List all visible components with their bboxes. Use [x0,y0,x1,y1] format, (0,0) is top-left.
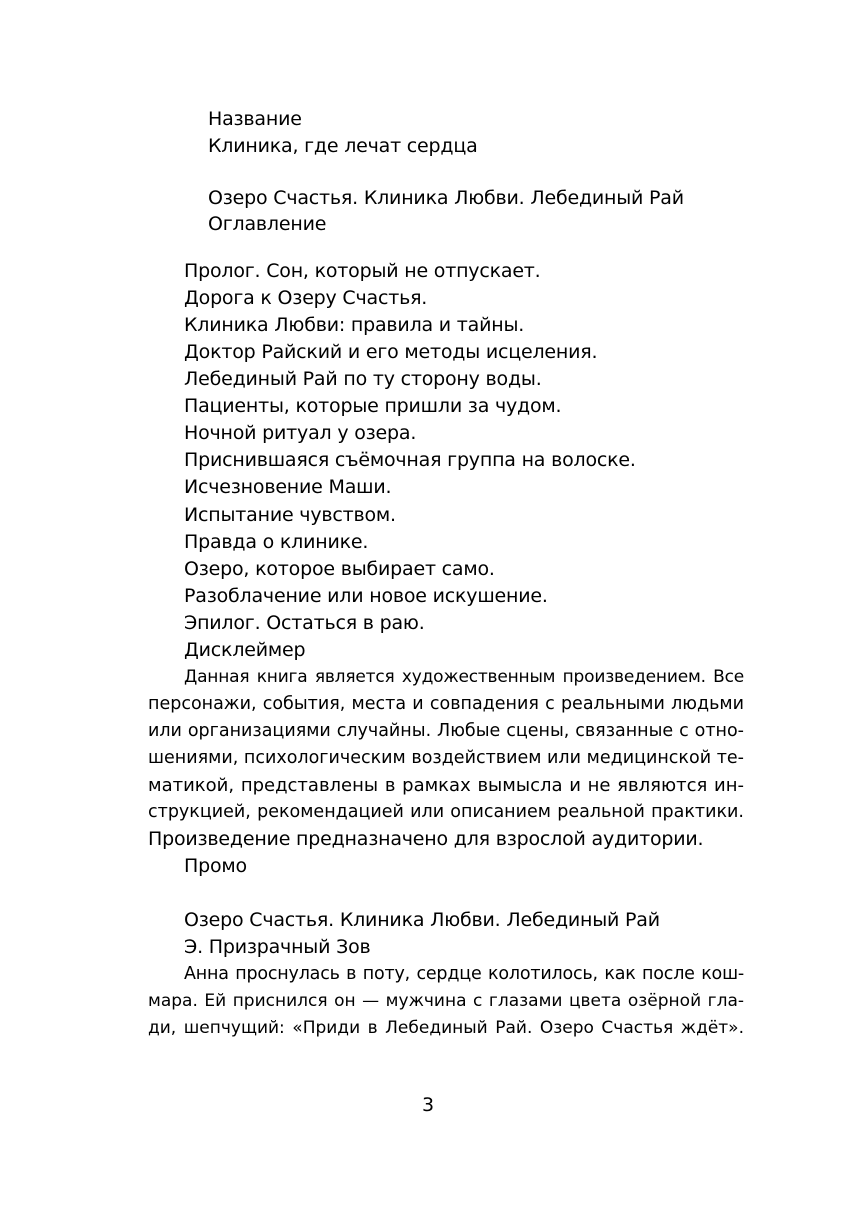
paragraph-line [148,745,744,772]
paragraph-line [148,988,744,1015]
book-title: Клиника, где лечат сердца [208,135,478,157]
toc-heading: Оглавление [208,213,327,235]
paragraph-last-line: Произведение предназначено для взрослой аудитории. [148,828,704,850]
toc-item: Испытание чувством. [184,504,396,526]
paragraph-text: Данная книга является художественным произведением. Все [184,667,744,687]
paragraph-line [148,799,744,826]
promo-heading: Промо [184,855,247,877]
toc-item: Озеро, которое выбирает само. [184,558,495,580]
paragraph-text: ди, шепчущий: «Приди в Лебединый Рай. Озеро Счастья ждёт». [148,1018,744,1038]
series-title: Озеро Счастья. Клиника Любви. Лебединый Рай [208,187,684,209]
toc-item: Ночной ритуал у озера. [184,422,417,444]
paragraph-text: шениями, психологическим воздействием или медицинской те- [148,748,744,768]
toc-item: Доктор Райский и его методы исцеления. [184,341,598,363]
toc-item: Приснившаяся съёмочная группа на волоске. [184,449,636,471]
toc-item: Разоблачение или новое искушение. [184,585,548,607]
toc-item: Пролог. Сон, который не отпускает. [184,260,541,282]
paragraph-line [184,961,744,988]
promo-title: Озеро Счастья. Клиника Любви. Лебединый Рай [184,909,660,931]
toc-item: Пациенты, которые пришли за чудом. [184,395,562,417]
page-number: 3 [421,1094,435,1116]
paragraph-text: мара. Ей приснился он — мужчина с глазами цвета озёрной гла- [148,991,744,1011]
toc-item: Исчезновение Маши. [184,476,392,498]
paragraph-line [148,691,744,718]
paragraph-line [148,772,744,799]
paragraph-text: персонажи, события, места и совпадения с реальными людьми [148,694,744,714]
paragraph-line [184,664,744,691]
paragraph-text: или организациями случайны. Любые сцены, связанные с отно- [148,721,744,741]
toc-item: Эпилог. Остаться в раю. [184,612,425,634]
label-title: Название [208,108,302,130]
paragraph-line [148,1015,744,1042]
toc-item: Клиника Любви: правила и тайны. [184,314,525,336]
paragraph-text: матикой, представлены в рамках вымысла и не являются ин- [148,775,744,796]
disclaimer-heading: Дисклеймер [184,639,306,661]
paragraph-line [148,718,744,745]
promo-author: Э. Призрачный Зов [184,936,371,958]
toc-item: Правда о клинике. [184,531,369,553]
toc-item: Лебединый Рай по ту сторону воды. [184,368,542,390]
paragraph-text: струкцией, рекомендацией или описанием реальной практики. [148,802,744,822]
toc-item: Дорога к Озеру Счастья. [184,287,428,309]
paragraph-text: Анна проснулась в поту, сердце колотилось, как после кош- [184,964,744,984]
